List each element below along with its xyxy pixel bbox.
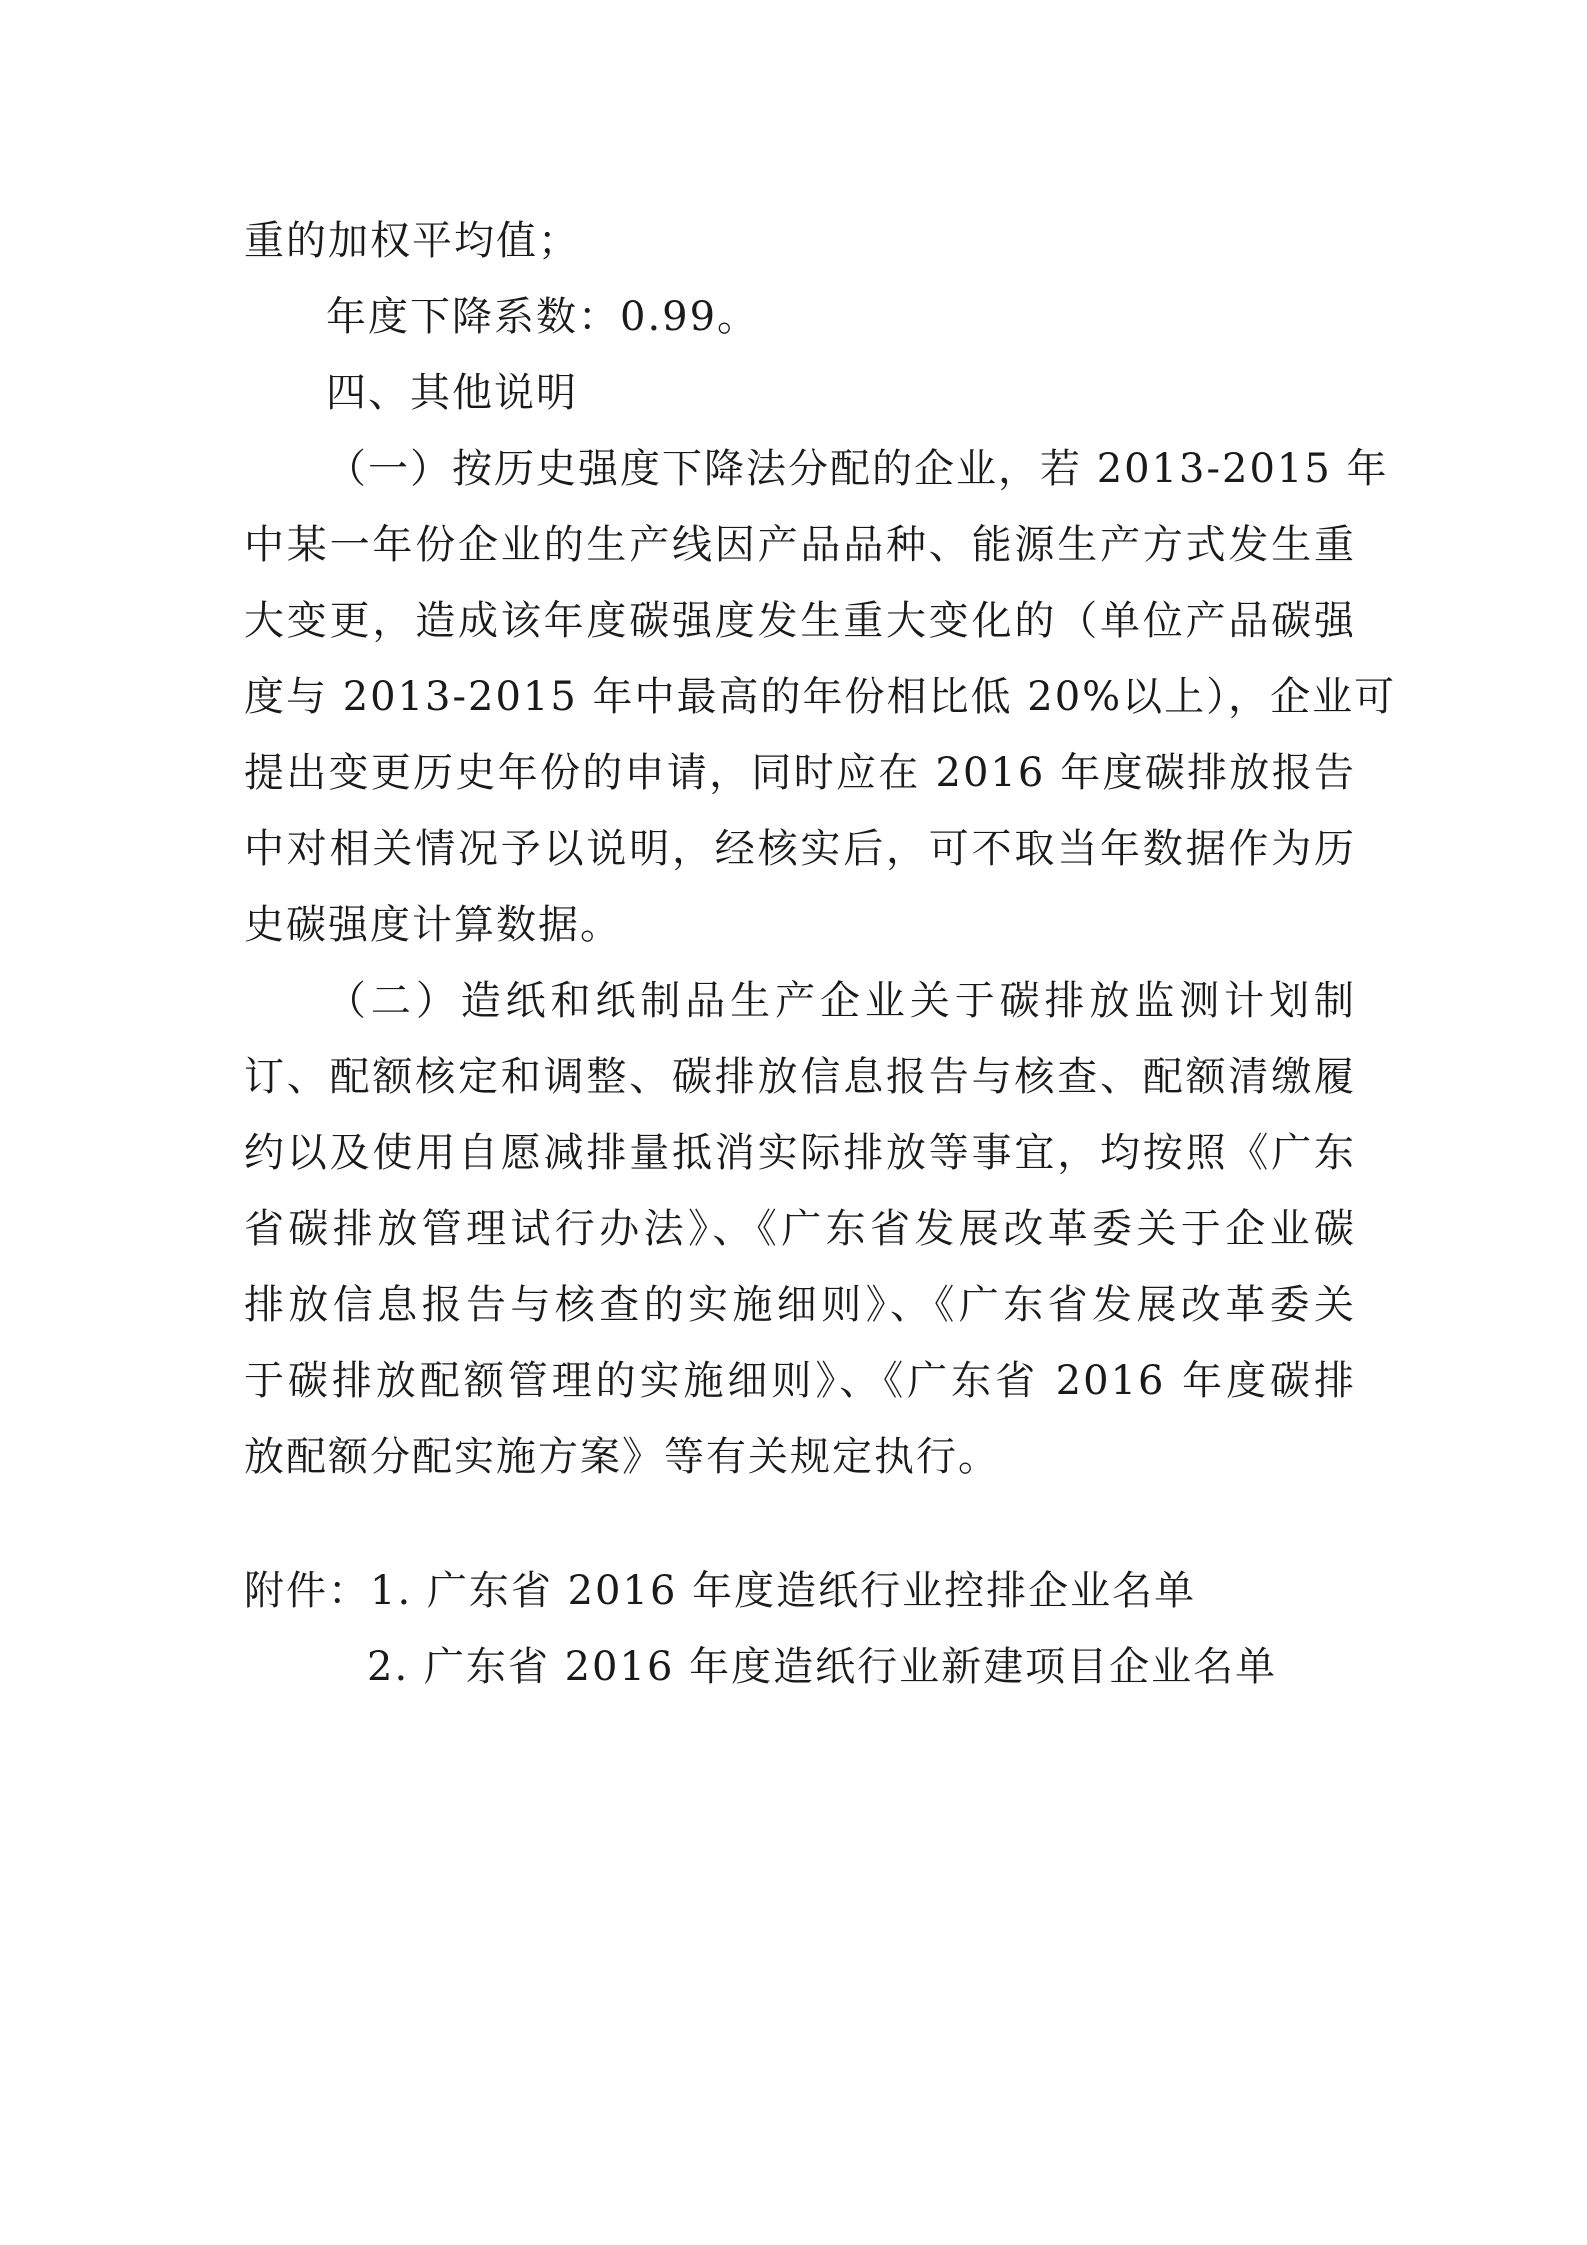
attachment-1: 附件：1. 广东省 2016 年度造纸行业控排企业名单 xyxy=(244,1568,1197,1614)
section-heading-other-notes: 四、其他说明 xyxy=(326,370,578,416)
paragraph-1-line-2: 中某一年份企业的生产线因产品品种、能源生产方式发生重 xyxy=(244,522,1356,568)
paragraph-2-line-4: 省碳排放管理试行办法》、《广东省发展改革委关于企业碳 xyxy=(244,1206,1356,1252)
paragraph-line-continuation: 重的加权平均值； xyxy=(244,218,580,264)
paragraph-1-line-5: 提出变更历史年份的申请，同时应在 2016 年度碳排放报告 xyxy=(244,750,1356,796)
paragraph-2-line-6: 于碳排放配额管理的实施细则》、《广东省 2016 年度碳排 xyxy=(244,1358,1356,1404)
paragraph-2-line-1: （二）造纸和纸制品生产企业关于碳排放监测计划制 xyxy=(326,978,1356,1024)
paragraph-1-line-1: （一）按历史强度下降法分配的企业，若 2013-2015 年 xyxy=(326,446,1389,492)
paragraph-1-line-3: 大变更，造成该年度碳强度发生重大变化的（单位产品碳强 xyxy=(244,598,1356,644)
attachment-2: 2. 广东省 2016 年度造纸行业新建项目企业名单 xyxy=(367,1644,1278,1690)
paragraph-2-line-2: 订、配额核定和调整、碳排放信息报告与核查、配额清缴履 xyxy=(244,1054,1356,1100)
paragraph-1-line-6: 中对相关情况予以说明，经核实后，可不取当年数据作为历 xyxy=(244,826,1356,872)
paragraph-1-line-7: 史碳强度计算数据。 xyxy=(244,902,622,948)
paragraph-line-decline-factor: 年度下降系数：0.99。 xyxy=(326,294,760,340)
paragraph-1-line-4: 度与 2013-2015 年中最高的年份相比低 20%以上），企业可 xyxy=(244,674,1397,720)
paragraph-2-line-5: 排放信息报告与核查的实施细则》、《广东省发展改革委关 xyxy=(244,1282,1356,1328)
paragraph-2-line-7: 放配额分配实施方案》等有关规定执行。 xyxy=(244,1434,1000,1480)
paragraph-2-line-3: 约以及使用自愿减排量抵消实际排放等事宜，均按照《广东 xyxy=(244,1130,1356,1176)
